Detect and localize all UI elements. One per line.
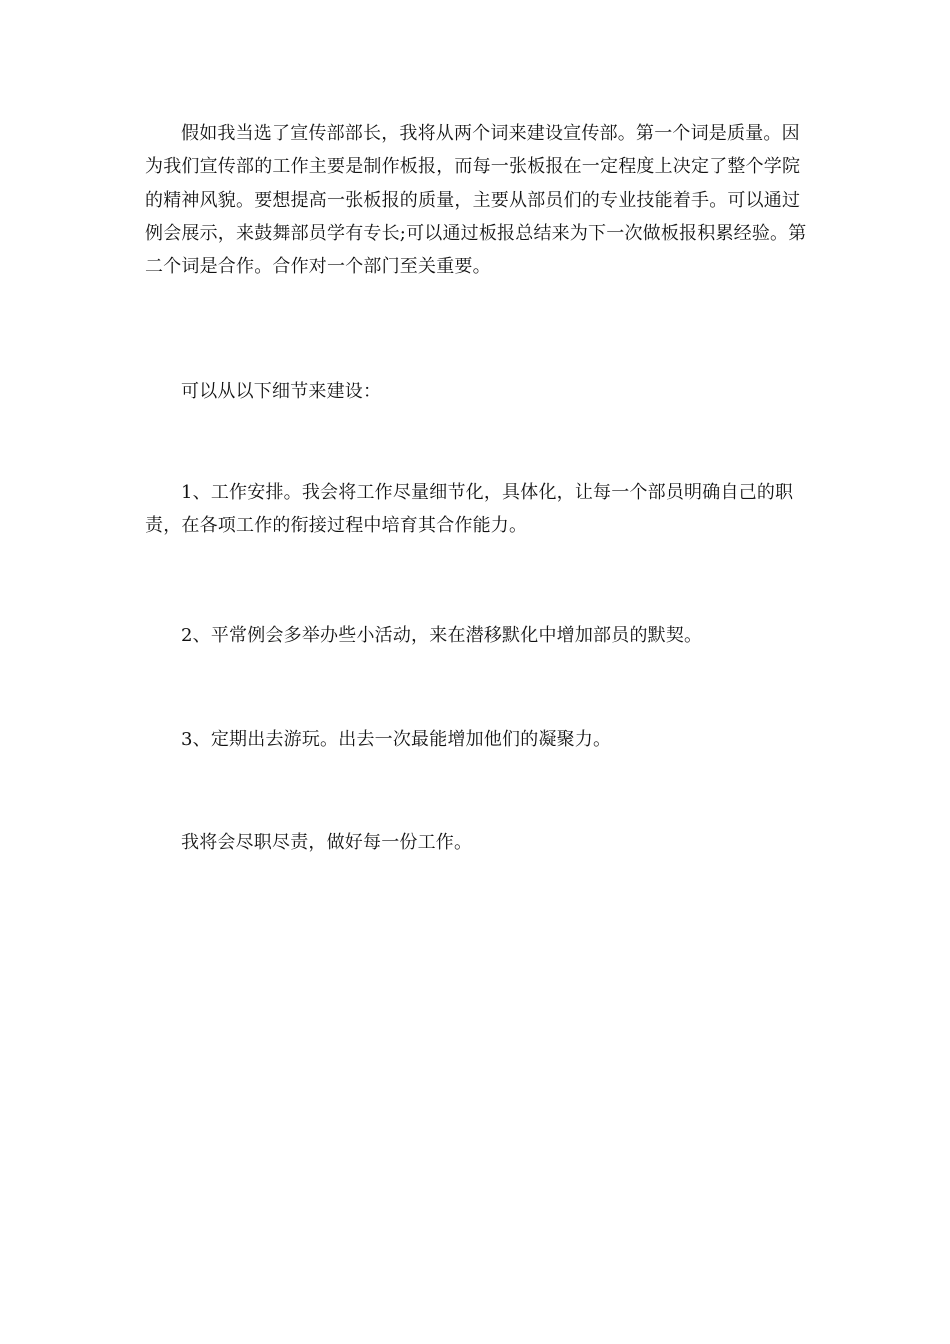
paragraph-intro: 假如我当选了宣传部部长，我将从两个词来建设宣传部。第一个词是质量。因为我们宣传部的工作主要是制作板报，而每一张板报在一定程度上决定了整个学院的精神风貌。要想提高一张板报的质量，主要从部员们的专业技能着手。可以通过例会展示，来鼓舞部员学有专长;可以通过板报总结来为下一次做板报积累经验。第二个词是合作。合作对一个部门至关重要。 [145,123,807,278]
paragraph-closing: 我将会尽职尽责，做好每一份工作。 [181,832,473,853]
paragraph-details-heading: 可以从以下细节来建设： [181,381,382,402]
paragraph-item-1: 1、工作安排。我会将工作尽量细节化，具体化，让每一个部员明确自己的职责，在各项工作的衔接过程中培育其合作能力。 [145,482,794,537]
paragraph-item-2: 2、平常例会多举办些小活动，来在潜移默化中增加部员的默契。 [181,625,703,646]
paragraph-item-3: 3、定期出去游玩。出去一次最能增加他们的凝聚力。 [181,729,612,750]
